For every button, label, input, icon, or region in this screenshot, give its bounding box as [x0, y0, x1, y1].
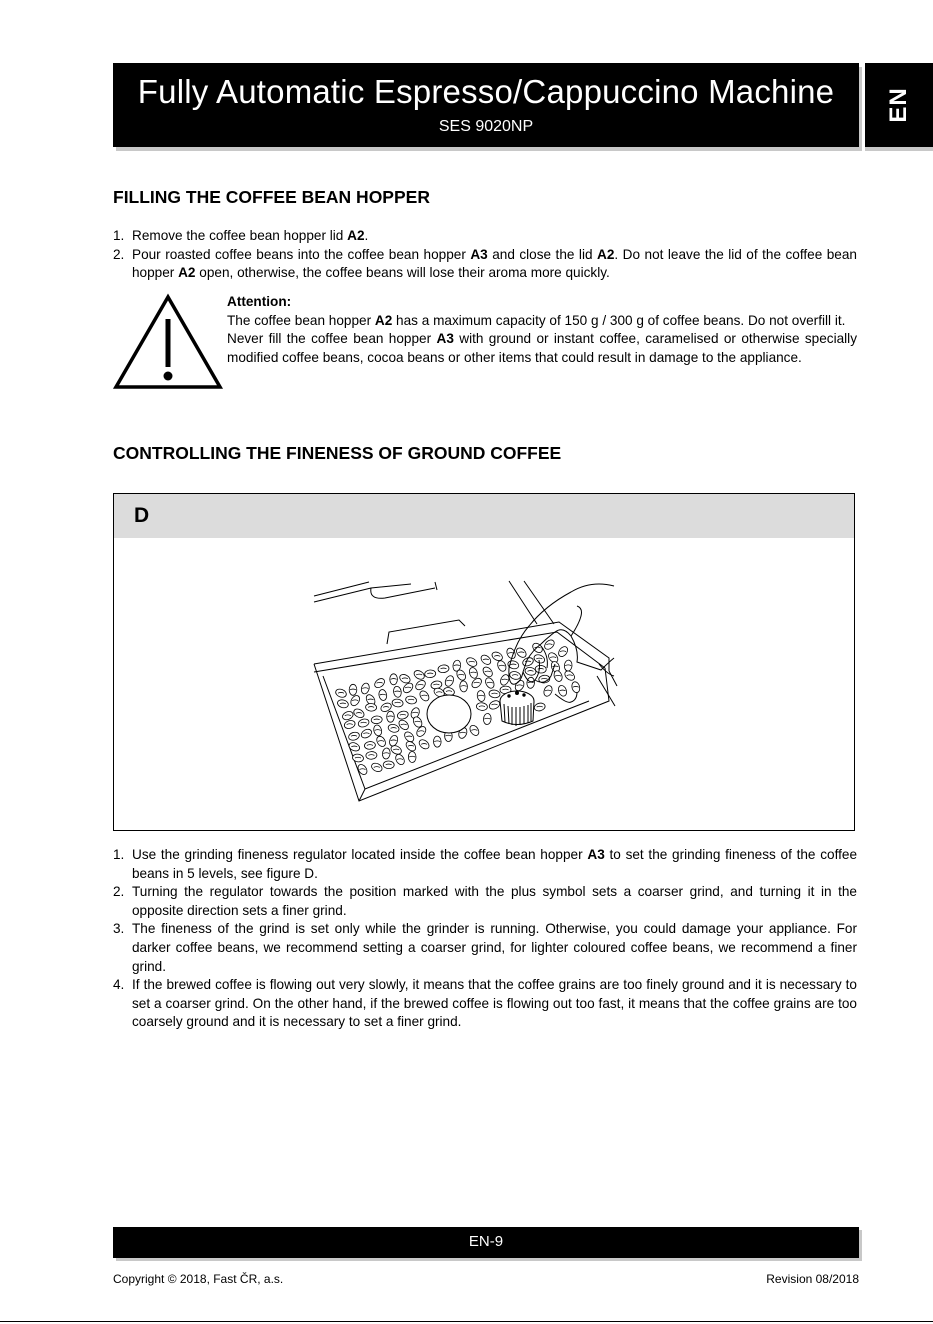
text-run: to set the grinding fineness of the coffee beans in 5 levels, see figure D. — [132, 847, 857, 881]
coffee-bean — [417, 738, 430, 751]
attention-paragraphs — [227, 312, 857, 368]
list-number: 2. — [113, 246, 125, 262]
coffee-bean — [468, 724, 481, 737]
text-run: Turning the regulator towards the position marked with the plus symbol sets a coarser grind, and turning it in the opposite direction sets a finer grind. — [132, 884, 857, 918]
revision-text: Revision 08/2018 — [766, 1272, 859, 1286]
text-run: Pour roasted coffee beans into the coffee bean hopper — [132, 246, 471, 262]
list-item — [113, 846, 857, 883]
coffee-bean — [563, 669, 576, 682]
coffee-bean — [341, 710, 354, 721]
part-reference: A2 — [374, 312, 393, 328]
list-number: 2. — [113, 884, 125, 900]
bottom-rule — [0, 1321, 933, 1322]
coffee-bean — [571, 681, 581, 694]
coffee-bean — [387, 723, 400, 733]
coffee-bean — [557, 645, 570, 658]
document-title: Fully Automatic Espresso/Cappuccino Machine — [137, 73, 835, 110]
coffee-bean — [414, 679, 427, 692]
part-reference: A2 — [347, 228, 365, 243]
coffee-bean — [366, 751, 378, 759]
coffee-bean — [542, 684, 553, 697]
list-item — [113, 227, 857, 246]
coffee-bean — [468, 666, 479, 679]
coffee-bean — [424, 670, 436, 679]
coffee-bean — [360, 728, 373, 740]
coffee-bean — [418, 689, 431, 702]
coffee-bean — [392, 698, 404, 707]
figure-d — [113, 493, 855, 831]
coffee-bean — [352, 753, 364, 762]
coffee-bean — [388, 734, 399, 747]
section-heading-fineness: CONTROLLING THE FINENESS OF GROUND COFFEE — [113, 443, 562, 463]
coffee-bean — [394, 753, 406, 766]
text-run: . Do not leave the lid of the coffee bean hopper — [132, 246, 857, 281]
coffee-bean — [373, 677, 386, 690]
section-heading-filling: FILLING THE COFFEE BEAN HOPPER — [113, 187, 430, 207]
coffee-bean — [337, 699, 350, 709]
coffee-bean — [491, 650, 504, 662]
list-item — [113, 883, 857, 920]
coffee-bean — [343, 719, 356, 730]
page-number: EN-9 — [468, 1233, 504, 1250]
language-tab — [865, 63, 933, 147]
part-reference: A3 — [470, 246, 488, 262]
coffee-bean — [484, 676, 496, 689]
text-run: The fineness of the grind is set only while the grinder is running. Otherwise, you could damage your appliance. For darker coffee beans, we recommend setting a coarser grind, for lighter coloured coffee beans, we recommend a finer grind. — [132, 921, 857, 974]
grinder-illustration — [309, 576, 624, 806]
warning-triangle-icon — [112, 293, 224, 391]
list-number: 4. — [113, 977, 125, 993]
text-run: Use the grinding fineness regulator located inside the coffee bean hopper — [132, 847, 588, 862]
list-item — [113, 246, 857, 283]
model-number: SES 9020NP — [438, 118, 534, 135]
text-run: Never fill the coffee bean hopper — [227, 331, 437, 347]
coffee-bean — [373, 724, 383, 737]
coffee-bean — [365, 703, 377, 711]
copyright-text: Copyright © 2018, Fast ČR, a.s. — [113, 1272, 284, 1286]
header-bar — [113, 63, 859, 147]
coffee-bean — [349, 694, 361, 707]
coffee-bean — [335, 688, 348, 699]
text-run: If the brewed coffee is flowing out very slowly, it means that the coffee grains are too finely ground and it is necessary to set a coarser grind. On the other hand, if the brewed coffee is flowing out too fast, it means that the coffee grains are too coarsely ground and it is necessary to set a finer grind. — [132, 977, 857, 1030]
text-run: open, otherwise, the coffee beans will lose their aroma more quickly. — [195, 265, 610, 281]
language-tab-label: EN — [885, 87, 912, 123]
coffee-bean — [557, 684, 568, 697]
coffee-bean — [481, 665, 494, 678]
coffee-bean — [364, 741, 376, 750]
coffee-bean — [371, 715, 383, 724]
coffee-bean — [413, 669, 426, 681]
coffee-bean — [357, 718, 370, 728]
attention-paragraph — [227, 330, 857, 367]
part-reference: A2 — [178, 265, 196, 281]
footer-bar — [113, 1227, 859, 1258]
fineness-steps-list — [113, 846, 857, 1032]
coffee-bean — [438, 664, 450, 673]
coffee-bean — [476, 690, 485, 702]
coffee-bean — [375, 735, 387, 748]
coffee-bean — [383, 761, 394, 769]
coffee-bean — [470, 676, 483, 689]
coffee-bean — [382, 748, 391, 760]
list-number: 3. — [113, 921, 125, 937]
attention-label: Attention: — [227, 294, 292, 309]
part-reference: A3 — [436, 331, 454, 347]
coffee-bean — [509, 670, 522, 680]
coffee-bean — [488, 689, 500, 698]
coffee-bean — [404, 740, 417, 753]
list-item — [113, 976, 857, 1032]
coffee-bean — [360, 682, 370, 695]
coffee-bean — [348, 741, 361, 752]
coffee-bean — [515, 646, 528, 659]
attention-note — [227, 293, 857, 367]
text-run: . — [364, 228, 369, 243]
attention-paragraph — [227, 312, 857, 331]
coffee-bean — [465, 656, 478, 668]
coffee-bean — [397, 710, 410, 720]
coffee-bean — [393, 686, 403, 698]
part-reference: A2 — [597, 246, 615, 262]
coffee-bean — [402, 681, 415, 694]
coffee-bean — [524, 666, 536, 676]
part-reference: A3 — [587, 847, 605, 862]
text-run: and close the lid — [487, 246, 598, 262]
coffee-bean — [496, 659, 508, 672]
list-number: 1. — [113, 228, 125, 243]
coffee-bean — [370, 762, 383, 774]
coffee-bean — [356, 763, 369, 776]
list-number: 1. — [113, 847, 125, 862]
coffee-bean — [488, 699, 501, 711]
coffee-bean — [533, 702, 546, 712]
filling-steps-list — [113, 227, 857, 283]
coffee-bean — [535, 665, 547, 674]
text-run: Remove the coffee bean hopper lid — [132, 228, 348, 243]
figure-label: D — [134, 504, 150, 527]
list-item — [113, 920, 857, 976]
text-run: The coffee bean hopper — [227, 312, 375, 328]
coffee-bean — [476, 702, 488, 711]
coffee-bean — [405, 695, 417, 705]
coffee-bean — [348, 731, 361, 741]
coffee-bean — [479, 653, 492, 666]
text-run: has a maximum capacity of 150 g / 300 g of coffee beans. Do not overfill it. — [392, 312, 846, 328]
coffee-bean — [352, 707, 365, 719]
figure-header — [114, 494, 854, 538]
text-run: with ground or instant coffee, caramelised or otherwise specially modified coffee beans, cocoa beans or other items that could result in damage to the appliance. — [227, 331, 857, 365]
coffee-bean — [378, 689, 388, 701]
coffee-bean — [444, 674, 456, 687]
